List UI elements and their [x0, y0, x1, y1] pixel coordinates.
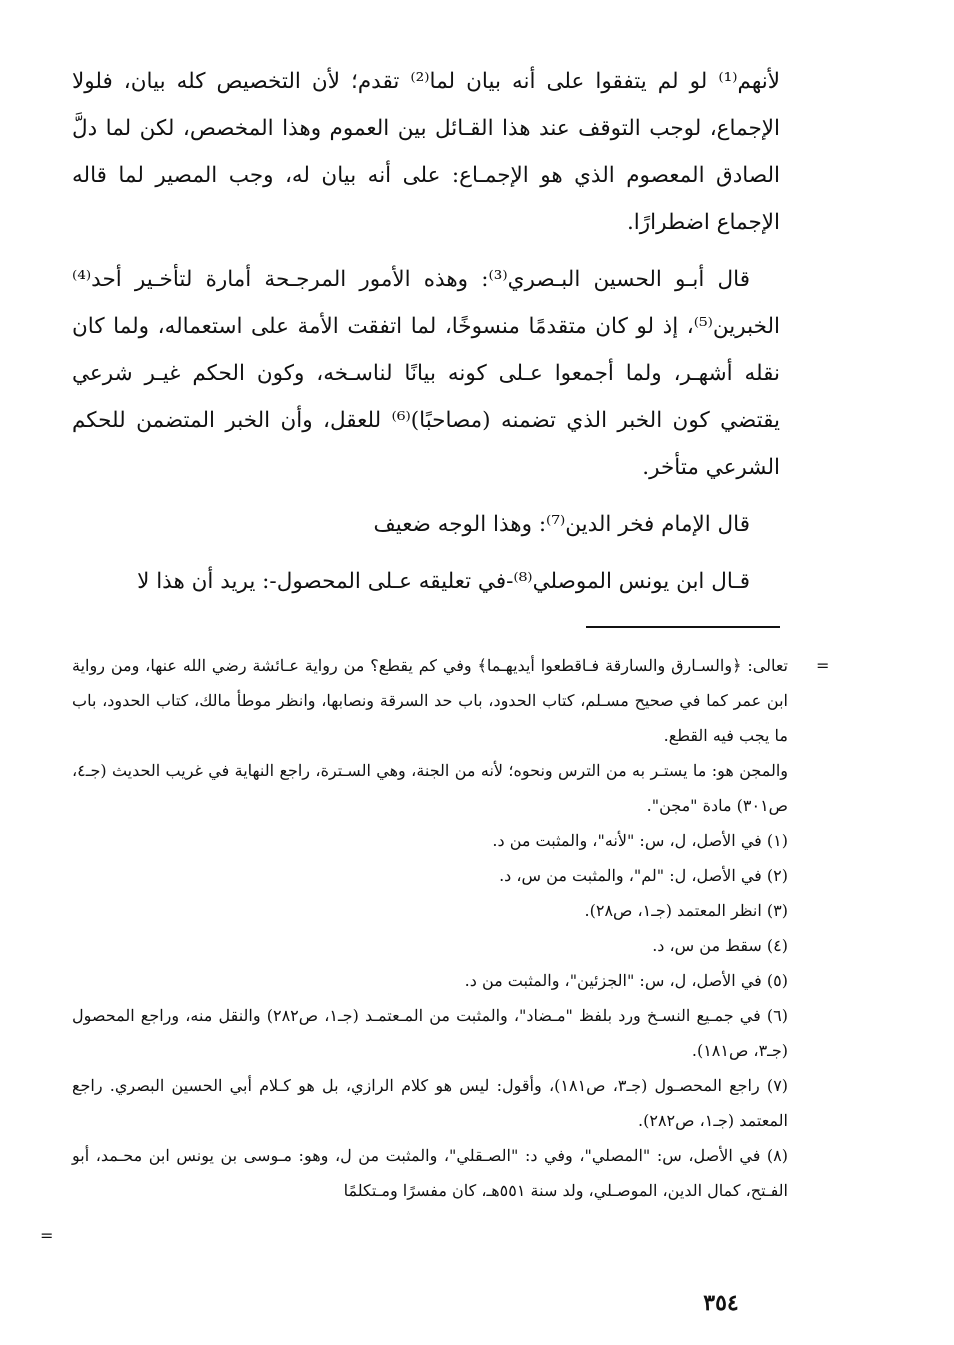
- paragraph-1: لأنهم⁽¹⁾ لو لم يتفقوا على أنه بيان لما⁽²⁾ تقدم؛ لأن التخصيص كله بيان، فلولا الإجماع، لوجب التوقف عند هذا القـائل بين العموم وهذا المخصص، لكن لما دلَّ الصادق المعصوم الذي هو الإجمـاع: على أنه بيان له، وجب المصير لما قاله الإجماع اضطرارًا.: [72, 69, 781, 235]
- footnote-continuation-2: والمجن هو: ما يستـر به من الترس ونحوه؛ لأنه من الجنة، وهي السـترة، راجع النهاية في غريب الحديث (جـ٤، ص٣٠١) مادة "مجن".: [72, 761, 788, 815]
- main-body-text: [72, 58, 780, 615]
- paragraph-2: قال أبـو الحسين البـصري⁽³⁾: وهذه الأمور المرجـحة أمارة لتأخـير أحد⁽⁴⁾ الخبرين⁽⁵⁾، إذ لو كان متقدمًا منسوخًا، لما اتفقت الأمة على استعماله، ولما كان نقله أشهـر، ولما أجمعوا عـلى كونه بيانًا لناسـخه، وكون الحكم غيـر شرعي يقتضي كون الخبر الذي تضمنه (مصاحبًا)⁽⁶⁾ للعقل، وأن الخبر المتضمن للحكم الشرعي متأخر.: [72, 267, 780, 480]
- page-number: ٣٥٤: [703, 1290, 739, 1316]
- footnote-1: (١) في الأصل، ل، س: "لأنه"، والمثبت من د.: [492, 831, 788, 850]
- footnotes-section: [72, 648, 788, 1208]
- footnote-8: (٨) في الأصل، س: "المصلي"، وفي د: "الصـقلي"، والمثبت من ل، وهو: مـوسى بن يونس ابن محـمد، أبو الفـتح، كمال الدين، الموصـلي، ولد سنة ٥٥١هـ، كان مفسرًا ومـتكلمًا: [72, 1146, 788, 1200]
- footnote-6: (٦) في جمـيع النسـخ ورد بلفظ "مـضاد"، والمثبت من المـعتمـد (جـ١، ص٢٨٢) والنقل منه، وراجع المحصول (جـ٣، ص١٨١).: [72, 1006, 788, 1060]
- footnote-separator: [586, 626, 780, 628]
- footnote-5: (٥) في الأصل، ل، س: "الجزئين"، والمثبت من د.: [464, 971, 788, 990]
- footnote-4: (٤) سقط من س، د.: [652, 936, 788, 955]
- footnote-7: (٧) راجع المحصـول (جـ٣، ص١٨١)، وأقول: ليس هو كلام الرازي، بل هو كـلام أبي الحسين البصري. راجع المعتمد (جـ١، ص٢٨٢).: [72, 1076, 789, 1130]
- paragraph-3: قال الإمام فخر الدين⁽⁷⁾: وهذا الوجه ضعيف: [373, 512, 750, 537]
- footnote-3: (٣) انظر المعتمد (جـ١، ص٢٨).: [584, 901, 788, 920]
- footnote-continuation-1: تعالى: ﴿والسـارق والسارقة فـاقطعوا أيديهـما﴾ وفي كم يقطع؟ من رواية عـائشة رضي الله عنها، ومن رواية ابن عمر كما في صحيح مسـلم، كتاب الحدود، باب حد السرقة ونصابها، وانظر موطأ مالك، كتاب الحدود، باب ما يجب فيه القطع.: [72, 656, 788, 745]
- paragraph-4: قـال ابن يونس الموصلي⁽⁸⁾-في تعليقه عـلى المحصول-: يريد أن هذا لا: [137, 569, 750, 594]
- footnote-2: (٢) في الأصل، ل: "لم"، والمثبت من س، د.: [499, 866, 788, 885]
- footnote-continued-mark-top: =: [816, 656, 830, 675]
- footnote-continued-mark-bottom: =: [40, 1226, 54, 1245]
